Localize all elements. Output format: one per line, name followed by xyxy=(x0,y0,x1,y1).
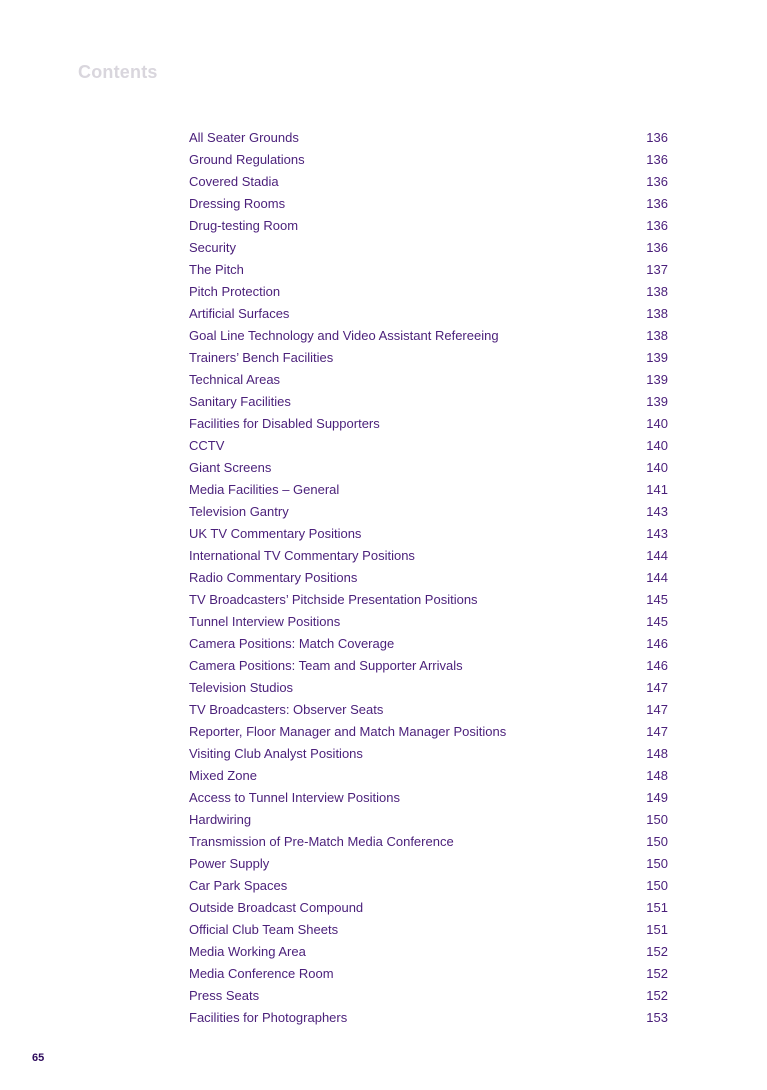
toc-entry-title: Media Working Area xyxy=(189,944,306,959)
toc-entry-page: 136 xyxy=(646,218,668,233)
toc-entry[interactable] xyxy=(189,919,668,941)
toc-entry-title: Car Park Spaces xyxy=(189,878,288,893)
toc-entry-title: Goal Line Technology and Video Assistant Refereeing xyxy=(189,328,499,343)
toc-entry-title: Tunnel Interview Positions xyxy=(189,614,341,629)
toc-entry-page: 146 xyxy=(646,658,668,673)
toc-entry-page: 149 xyxy=(646,790,668,805)
toc-entry-page: 139 xyxy=(646,350,668,365)
toc-entry-title: Drug-testing Room xyxy=(189,218,299,233)
toc-entry[interactable] xyxy=(189,435,668,457)
toc-entry-title: Transmission of Pre-Match Media Conference xyxy=(189,834,454,849)
toc-entry[interactable] xyxy=(189,479,668,501)
toc-entry[interactable] xyxy=(189,347,668,369)
toc-entry-title: All Seater Grounds xyxy=(189,130,299,145)
toc-entry-page: 136 xyxy=(646,196,668,211)
toc-entry-page: 145 xyxy=(646,614,668,629)
toc-entry-title: Press Seats xyxy=(189,988,260,1003)
toc-entry[interactable] xyxy=(189,677,668,699)
toc-entry[interactable] xyxy=(189,985,668,1007)
toc-entry[interactable] xyxy=(189,853,668,875)
toc-entry[interactable] xyxy=(189,897,668,919)
toc-entry-title: Television Studios xyxy=(189,680,294,695)
toc-entry-page: 138 xyxy=(646,306,668,321)
toc-entry-title: Outside Broadcast Compound xyxy=(189,900,364,915)
toc-entry-page: 143 xyxy=(646,526,668,541)
toc-entry-page: 140 xyxy=(646,416,668,431)
toc-entry-page: 146 xyxy=(646,636,668,651)
toc-entry-page: 141 xyxy=(646,482,668,497)
toc-entry-page: 148 xyxy=(646,746,668,761)
toc-entry-title: Giant Screens xyxy=(189,460,272,475)
toc-entry-page: 151 xyxy=(646,900,668,915)
toc-entry[interactable] xyxy=(189,589,668,611)
toc-entry-page: 145 xyxy=(646,592,668,607)
toc-entry[interactable] xyxy=(189,809,668,831)
toc-entry[interactable] xyxy=(189,963,668,985)
toc-entry-title: Media Conference Room xyxy=(189,966,334,981)
toc-entry-title: Pitch Protection xyxy=(189,284,281,299)
toc-entry-title: Mixed Zone xyxy=(189,768,257,783)
toc-entry-page: 143 xyxy=(646,504,668,519)
toc-entry-title: Access to Tunnel Interview Positions xyxy=(189,790,400,805)
toc-entry-page: 151 xyxy=(646,922,668,937)
toc-entry[interactable] xyxy=(189,303,668,325)
toc-entry-page: 139 xyxy=(646,372,668,387)
toc-entry-page: 140 xyxy=(646,460,668,475)
toc-entry-page: 144 xyxy=(646,570,668,585)
toc-entry-title: Media Facilities – General xyxy=(189,482,340,497)
toc-entry-title: UK TV Commentary Positions xyxy=(189,526,362,541)
toc-entry-title: Security xyxy=(189,240,236,255)
toc-entry[interactable] xyxy=(189,281,668,303)
toc-entry-page: 137 xyxy=(646,262,668,277)
page-number: 65 xyxy=(32,1052,45,1064)
toc-entry[interactable] xyxy=(189,633,668,655)
toc-entry-title: Television Gantry xyxy=(189,504,289,519)
toc-entry-title: Trainers’ Bench Facilities xyxy=(189,350,334,365)
toc-entry-title: Reporter, Floor Manager and Match Manager Positions xyxy=(189,724,507,739)
toc-entry-title: International TV Commentary Positions xyxy=(189,548,415,563)
toc-entry[interactable] xyxy=(189,941,668,963)
toc-entry[interactable] xyxy=(189,721,668,743)
toc-entry-page: 152 xyxy=(646,944,668,959)
toc-entry-page: 138 xyxy=(646,328,668,343)
toc-entry-title: The Pitch xyxy=(189,262,244,277)
toc-entry[interactable] xyxy=(189,523,668,545)
toc-entry-page: 150 xyxy=(646,812,668,827)
toc-entry[interactable] xyxy=(189,325,668,347)
toc-entry[interactable] xyxy=(189,787,668,809)
toc-entry-title: Ground Regulations xyxy=(189,152,305,167)
toc-entry-page: 152 xyxy=(646,988,668,1003)
toc-entry[interactable] xyxy=(189,655,668,677)
toc-entry[interactable] xyxy=(189,567,668,589)
toc-entry[interactable] xyxy=(189,149,668,171)
toc-entry-page: 147 xyxy=(646,724,668,739)
toc-entry-title: Visiting Club Analyst Positions xyxy=(189,746,363,761)
toc-entry[interactable] xyxy=(189,501,668,523)
toc-entry-title: Facilities for Disabled Supporters xyxy=(189,416,380,431)
toc-entry-title: Hardwiring xyxy=(189,812,252,827)
table-of-contents xyxy=(189,127,668,1029)
toc-entry[interactable] xyxy=(189,369,668,391)
toc-entry-page: 139 xyxy=(646,394,668,409)
toc-entry[interactable] xyxy=(189,237,668,259)
toc-entry-title: Facilities for Photographers xyxy=(189,1010,348,1025)
toc-entry-page: 150 xyxy=(646,878,668,893)
toc-entry-page: 148 xyxy=(646,768,668,783)
toc-entry-title: Camera Positions: Team and Supporter Arrivals xyxy=(189,658,463,673)
toc-entry-title: CCTV xyxy=(189,438,225,453)
toc-entry[interactable] xyxy=(189,259,668,281)
toc-entry-page: 150 xyxy=(646,834,668,849)
toc-entry[interactable] xyxy=(189,457,668,479)
toc-entry[interactable] xyxy=(189,1007,668,1029)
toc-entry-page: 152 xyxy=(646,966,668,981)
toc-entry-title: Power Supply xyxy=(189,856,270,871)
toc-entry-page: 136 xyxy=(646,152,668,167)
toc-entry-title: Dressing Rooms xyxy=(189,196,286,211)
toc-entry[interactable] xyxy=(189,545,668,567)
toc-entry[interactable] xyxy=(189,215,668,237)
toc-entry-page: 147 xyxy=(646,680,668,695)
toc-entry-title: Technical Areas xyxy=(189,372,281,387)
toc-entry[interactable] xyxy=(189,875,668,897)
toc-entry[interactable] xyxy=(189,127,668,149)
toc-entry[interactable] xyxy=(189,831,668,853)
toc-entry[interactable] xyxy=(189,171,668,193)
toc-entry-title: Sanitary Facilities xyxy=(189,394,291,409)
toc-entry[interactable] xyxy=(189,611,668,633)
toc-entry[interactable] xyxy=(189,743,668,765)
toc-entry[interactable] xyxy=(189,391,668,413)
page-title: Contents xyxy=(78,62,158,82)
toc-entry-title: Artificial Surfaces xyxy=(189,306,290,321)
toc-entry-title: Covered Stadia xyxy=(189,174,279,189)
toc-entry-page: 153 xyxy=(646,1010,668,1025)
toc-entry-page: 140 xyxy=(646,438,668,453)
toc-entry-page: 144 xyxy=(646,548,668,563)
toc-entry-title: Radio Commentary Positions xyxy=(189,570,358,585)
toc-entry-page: 150 xyxy=(646,856,668,871)
toc-entry-title: Official Club Team Sheets xyxy=(189,922,339,937)
toc-entry-title: TV Broadcasters: Observer Seats xyxy=(189,702,384,717)
toc-entry-page: 147 xyxy=(646,702,668,717)
toc-entry-title: TV Broadcasters’ Pitchside Presentation Positions xyxy=(189,592,478,607)
toc-entry[interactable] xyxy=(189,699,668,721)
toc-entry-page: 136 xyxy=(646,130,668,145)
toc-entry-page: 138 xyxy=(646,284,668,299)
toc-entry[interactable] xyxy=(189,413,668,435)
toc-entry-page: 136 xyxy=(646,240,668,255)
toc-entry[interactable] xyxy=(189,193,668,215)
toc-entry-page: 136 xyxy=(646,174,668,189)
toc-entry[interactable] xyxy=(189,765,668,787)
toc-entry-title: Camera Positions: Match Coverage xyxy=(189,636,395,651)
